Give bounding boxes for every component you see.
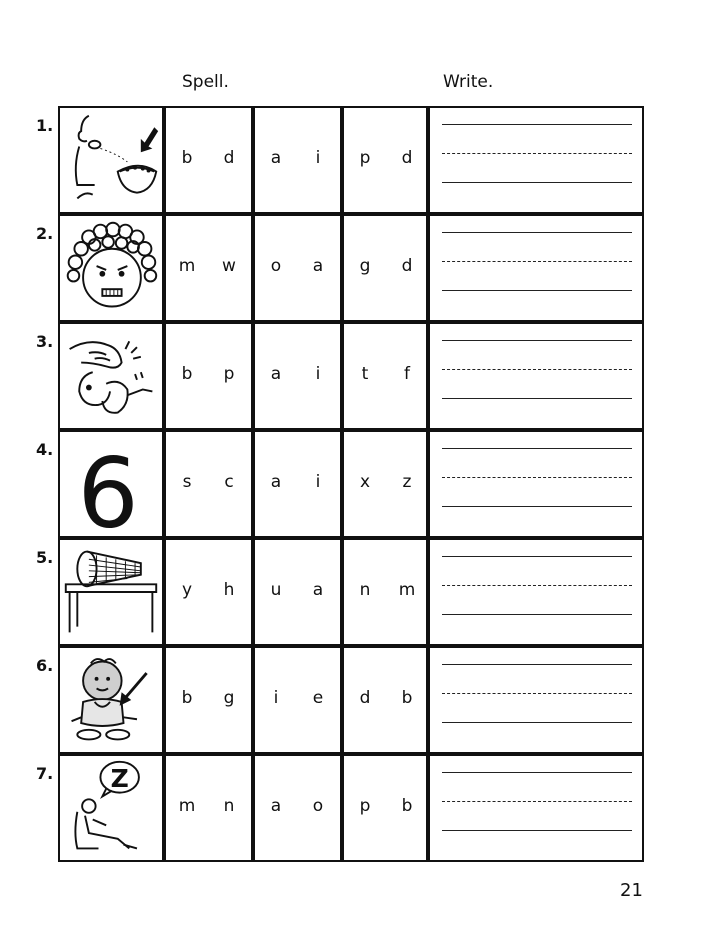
basket-net-picture: [58, 538, 164, 646]
row-number: 4.: [36, 440, 54, 459]
letter-choice-cell: [164, 106, 253, 214]
letter-choice-cell: [253, 646, 342, 754]
letter-option[interactable]: c: [224, 472, 234, 492]
letter-option[interactable]: d: [401, 148, 413, 168]
letter-option[interactable]: y: [181, 580, 193, 600]
write-area[interactable]: [428, 538, 644, 646]
letter-choice-cell: [342, 646, 428, 754]
letter-option[interactable]: g: [359, 256, 371, 276]
baby-bib-picture: [58, 646, 164, 754]
writing-line: [442, 448, 632, 449]
letter-choice-cell: [164, 214, 253, 322]
row-number: 2.: [36, 224, 54, 243]
letter-option[interactable]: o: [270, 256, 282, 276]
writing-midline: [442, 801, 632, 802]
letter-choice-cell: [253, 214, 342, 322]
page-number: 21: [620, 880, 643, 901]
mad-face-picture: [58, 214, 164, 322]
letter-choice-cell: [253, 754, 342, 862]
number-six-picture: [58, 430, 164, 538]
letter-option[interactable]: a: [312, 256, 324, 276]
write-header: Write.: [443, 72, 494, 92]
writing-midline: [442, 585, 632, 586]
letter-option[interactable]: b: [181, 688, 193, 708]
write-area[interactable]: [428, 214, 644, 322]
letter-option[interactable]: b: [181, 364, 193, 384]
letter-option[interactable]: p: [359, 796, 371, 816]
letter-choice-cell: [342, 754, 428, 862]
letter-option[interactable]: d: [401, 256, 413, 276]
sleep-z-glyph: Z: [110, 763, 129, 793]
writing-line: [442, 556, 632, 557]
letter-option[interactable]: h: [223, 580, 235, 600]
letter-option[interactable]: i: [315, 148, 321, 168]
letter-option[interactable]: m: [178, 256, 196, 276]
letter-option[interactable]: b: [181, 148, 193, 168]
letter-choice-cell: [253, 322, 342, 430]
writing-midline: [442, 693, 632, 694]
write-area[interactable]: [428, 646, 644, 754]
writing-line: [442, 290, 632, 291]
letter-option[interactable]: i: [315, 472, 321, 492]
writing-line: [442, 124, 632, 125]
letter-option[interactable]: b: [401, 688, 413, 708]
letter-choice-cell: [342, 538, 428, 646]
writing-midline: [442, 153, 632, 154]
write-area[interactable]: [428, 106, 644, 214]
letter-choice-cell: [253, 106, 342, 214]
spell-header: Spell.: [182, 72, 229, 92]
six-glyph: 6: [77, 437, 139, 536]
letter-choice-cell: [164, 322, 253, 430]
write-area[interactable]: [428, 322, 644, 430]
writing-midline: [442, 369, 632, 370]
letter-choice-cell: [164, 538, 253, 646]
letter-option[interactable]: n: [359, 580, 371, 600]
exercise-row-6: [0, 646, 709, 754]
letter-choice-cell: [342, 214, 428, 322]
letter-option[interactable]: a: [270, 796, 282, 816]
writing-line: [442, 182, 632, 183]
exercise-row-5: [0, 538, 709, 646]
letter-option[interactable]: w: [222, 256, 236, 276]
letter-option[interactable]: t: [361, 364, 369, 384]
writing-line: [442, 398, 632, 399]
letter-option[interactable]: s: [182, 472, 192, 492]
row-number: 1.: [36, 116, 54, 135]
letter-option[interactable]: d: [359, 688, 371, 708]
writing-line: [442, 772, 632, 773]
letter-choice-cell: [253, 538, 342, 646]
letter-option[interactable]: p: [223, 364, 235, 384]
exercise-row-4: [0, 430, 709, 538]
letter-option[interactable]: i: [315, 364, 321, 384]
letter-choice-cell: [164, 646, 253, 754]
letter-option[interactable]: m: [178, 796, 196, 816]
writing-midline: [442, 477, 632, 478]
letter-choice-cell: [253, 430, 342, 538]
letter-option[interactable]: z: [402, 472, 412, 492]
writing-midline: [442, 261, 632, 262]
napping-man-picture: [58, 754, 164, 862]
letter-option[interactable]: p: [359, 148, 371, 168]
exercise-row-3: [0, 322, 709, 430]
write-area[interactable]: [428, 754, 644, 862]
letter-option[interactable]: d: [223, 148, 235, 168]
writing-line: [442, 614, 632, 615]
row-number: 5.: [36, 548, 54, 567]
writing-line: [442, 830, 632, 831]
letter-option[interactable]: e: [312, 688, 324, 708]
row-number: 6.: [36, 656, 54, 675]
letter-choice-cell: [342, 322, 428, 430]
letter-choice-cell: [164, 430, 253, 538]
row-number: 3.: [36, 332, 54, 351]
letter-option[interactable]: x: [359, 472, 371, 492]
row-number: 7.: [36, 764, 54, 783]
letter-choice-cell: [342, 430, 428, 538]
letter-option[interactable]: b: [401, 796, 413, 816]
writing-line: [442, 340, 632, 341]
letter-option[interactable]: g: [223, 688, 235, 708]
letter-option[interactable]: o: [312, 796, 324, 816]
letter-option[interactable]: a: [270, 148, 282, 168]
letter-choice-cell: [342, 106, 428, 214]
exercise-row-7: [0, 754, 709, 862]
letter-option[interactable]: a: [312, 580, 324, 600]
letter-option[interactable]: a: [270, 472, 282, 492]
exercise-row-1: [0, 106, 709, 214]
eating-cereal-picture: [58, 106, 164, 214]
writing-line: [442, 664, 632, 665]
exercise-row-2: [0, 214, 709, 322]
letter-option[interactable]: i: [273, 688, 279, 708]
letter-option[interactable]: m: [398, 580, 416, 600]
writing-line: [442, 506, 632, 507]
write-area[interactable]: [428, 430, 644, 538]
writing-line: [442, 232, 632, 233]
letter-option[interactable]: n: [223, 796, 235, 816]
writing-line: [442, 722, 632, 723]
patting-hand-picture: [58, 322, 164, 430]
letter-option[interactable]: f: [404, 364, 410, 384]
letter-choice-cell: [164, 754, 253, 862]
letter-option[interactable]: u: [270, 580, 282, 600]
letter-option[interactable]: a: [270, 364, 282, 384]
